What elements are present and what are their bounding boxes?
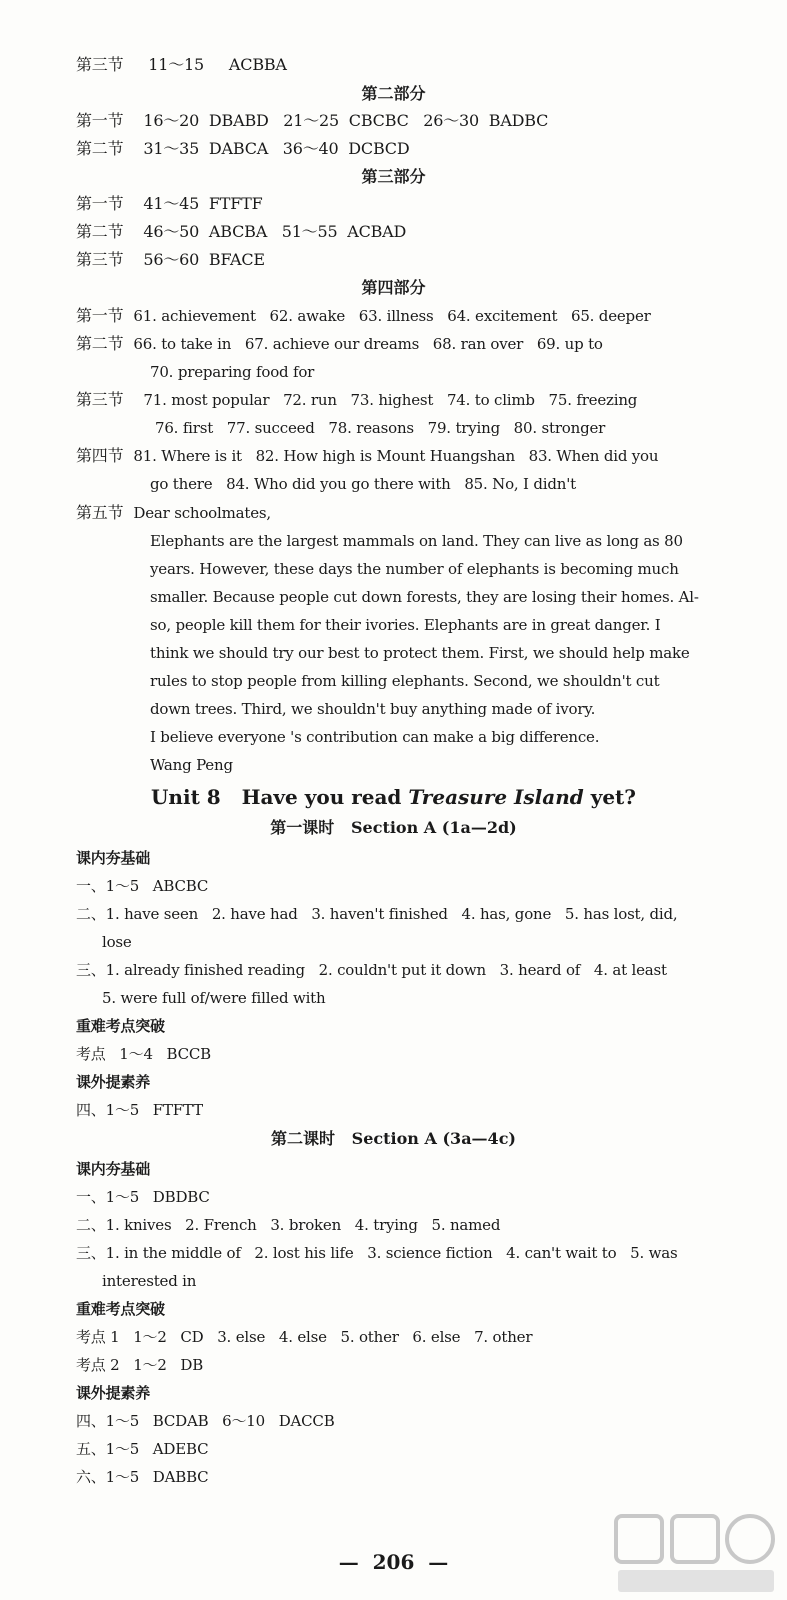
answers: ACBBA <box>228 55 287 74</box>
lesson-1-heading-basics: 课内夯基础 <box>76 849 151 867</box>
lesson-2-title: 第二课时 Section A (3a—4c) <box>270 1129 517 1148</box>
part-2-row-2: 第二节 31～35 DABCA 36～40 DCBCD <box>76 139 410 158</box>
page-number: — 206 — <box>338 1550 449 1574</box>
essay-line-6: rules to stop people from killing elephants. Second, we shouldn't cut <box>150 672 660 690</box>
lesson-1-title: 第一课时 Section A (1a—2d) <box>270 818 517 837</box>
lesson-1-q2: 二、1. have seen 2. have had 3. haven't finished 4. has, gone 5. has lost, did, <box>76 905 678 923</box>
unit-title: Unit 8 Have you read Treasure Island yet? <box>150 785 637 809</box>
lesson-1-heading-extra: 课外提素养 <box>76 1073 151 1091</box>
part-3-title: 第三部分 <box>361 167 426 186</box>
essay-line-8: I believe everyone 's contribution can make a big difference. <box>150 728 600 746</box>
essay-line-3: smaller. Because people cut down forests, they are losing their homes. Al- <box>150 588 699 606</box>
part-4-sec-4: 第四节 81. Where is it 82. How high is Mount Huangshan 83. When did you <box>76 446 659 465</box>
lesson-1-q2-cont: lose <box>102 933 132 951</box>
part-4-sec-5: 第五节 Dear schoolmates, <box>76 503 271 522</box>
lesson-2-q4: 四、1～5 BCDAB 6～10 DACCB <box>76 1412 335 1430</box>
section-label: 第三节 <box>76 55 124 74</box>
watermark-logo <box>610 1512 780 1596</box>
essay-line-7: down trees. Third, we shouldn't buy anything made of ivory. <box>150 700 596 718</box>
lesson-1-q3-cont: 5. were full of/were filled with <box>102 989 326 1007</box>
part-3-row-1: 第一节 41～45 FTFTF <box>76 194 263 213</box>
lesson-1-q1: 一、1～5 ABCBC <box>76 877 209 895</box>
lesson-2-keypoint-2: 考点 2 1～2 DB <box>76 1356 204 1374</box>
essay-line-2: years. However, these days the number of elephants is becoming much <box>150 560 679 578</box>
lesson-2-keypoint-1: 考点 1 1～2 CD 3. else 4. else 5. other 6. else 7. other <box>76 1328 533 1346</box>
lesson-2-heading-extra: 课外提素养 <box>76 1384 151 1402</box>
essay-line-4: so, people kill them for their ivories. Elephants are in great danger. I <box>150 616 661 634</box>
essay-line-1: Elephants are the largest mammals on land. They can live as long as 80 <box>150 532 683 550</box>
part-4-sec-2: 第二节 66. to take in 67. achieve our dreams 68. ran over 69. up to <box>76 334 603 353</box>
lesson-2-q5: 五、1～5 ADEBC <box>76 1440 209 1458</box>
lesson-1-q4: 四、1～5 FTFTT <box>76 1101 203 1119</box>
lesson-2-q2: 二、1. knives 2. French 3. broken 4. trying 5. named <box>76 1216 501 1234</box>
part-2-row-1: 第一节 16～20 DBABD 21～25 CBCBC 26～30 BADBC <box>76 111 549 130</box>
essay-signature: Wang Peng <box>150 756 233 774</box>
lesson-2-q3: 三、1. in the middle of 2. lost his life 3. science fiction 4. can't wait to 5. was <box>76 1244 678 1262</box>
part-3-row-2: 第二节 46～50 ABCBA 51～55 ACBAD <box>76 222 407 241</box>
lesson-2-q1: 一、1～5 DBDBC <box>76 1188 210 1206</box>
lesson-2-q3-cont: interested in <box>102 1272 197 1290</box>
lesson-1-keypoint: 考点 1～4 BCCB <box>76 1045 211 1063</box>
part-4-sec-3-cont: 76. first 77. succeed 78. reasons 79. trying 80. stronger <box>155 419 606 437</box>
part-4-sec-3: 第三节 71. most popular 72. run 73. highest 74. to climb 75. freezing <box>76 390 638 409</box>
lesson-2-q6: 六、1～5 DABBC <box>76 1468 209 1486</box>
part-4-sec-2-cont: 70. preparing food for <box>150 363 315 381</box>
part-2-title: 第二部分 <box>361 84 426 103</box>
lesson-1-heading-keypoints: 重难考点突破 <box>76 1017 165 1035</box>
lesson-2-heading-basics: 课内夯基础 <box>76 1160 151 1178</box>
lesson-2-heading-keypoints: 重难考点突破 <box>76 1300 165 1318</box>
part-4-title: 第四部分 <box>361 278 426 297</box>
part-3-row-3: 第三节 56～60 BFACE <box>76 250 265 269</box>
lesson-1-q3: 三、1. already finished reading 2. couldn't put it down 3. heard of 4. at least <box>76 961 667 979</box>
part-4-sec-4-cont: go there 84. Who did you go there with 85. No, I didn't <box>150 475 576 493</box>
essay-line-5: think we should try our best to protect them. First, we should help make <box>150 644 690 662</box>
part-4-sec-1: 第一节 61. achievement 62. awake 63. illness 64. excitement 65. deeper <box>76 306 651 325</box>
question-range: 11～15 <box>148 55 205 74</box>
section-3-line <box>76 54 287 76</box>
